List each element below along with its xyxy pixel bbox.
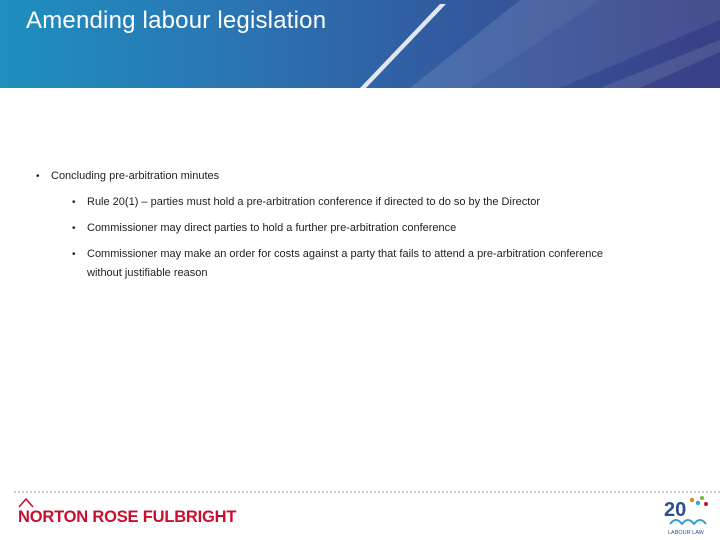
slide-title: Amending labour legislation (26, 7, 327, 34)
bullet-text: Commissioner may make an order for costs against a party that fails to attend a pre-arbitration conference (87, 248, 604, 260)
bullet-level2 (72, 245, 682, 264)
bullet-dot-icon: • (72, 197, 76, 208)
bullet-level2 (72, 193, 672, 212)
bullet-level2 (72, 219, 672, 238)
firm-logo: NORTON ROSE FULBRIGHT (18, 508, 237, 526)
bullet-text: Rule 20(1) – parties must hold a pre-arbitration conference if directed to do so by the Director (87, 196, 541, 208)
bullet-level1 (36, 167, 656, 186)
anniversary-number: 20 (664, 499, 687, 521)
bullet-text: Concluding pre-arbitration minutes (51, 170, 220, 182)
bullet-dot-icon: • (36, 171, 40, 182)
bullet-continuation (87, 264, 687, 283)
bullet-text: without justifiable reason (87, 267, 208, 279)
footer-divider (14, 491, 720, 493)
bullet-text: Commissioner may direct parties to hold a further pre-arbitration conference (87, 222, 457, 234)
title-bar (0, 0, 720, 88)
bullet-dot-icon: • (72, 223, 76, 234)
anniversary-logo (662, 494, 712, 536)
bullet-dot-icon: • (72, 249, 76, 260)
anniversary-caption: LABOUR LAW (668, 530, 704, 536)
logo-caret-icon (18, 498, 34, 508)
